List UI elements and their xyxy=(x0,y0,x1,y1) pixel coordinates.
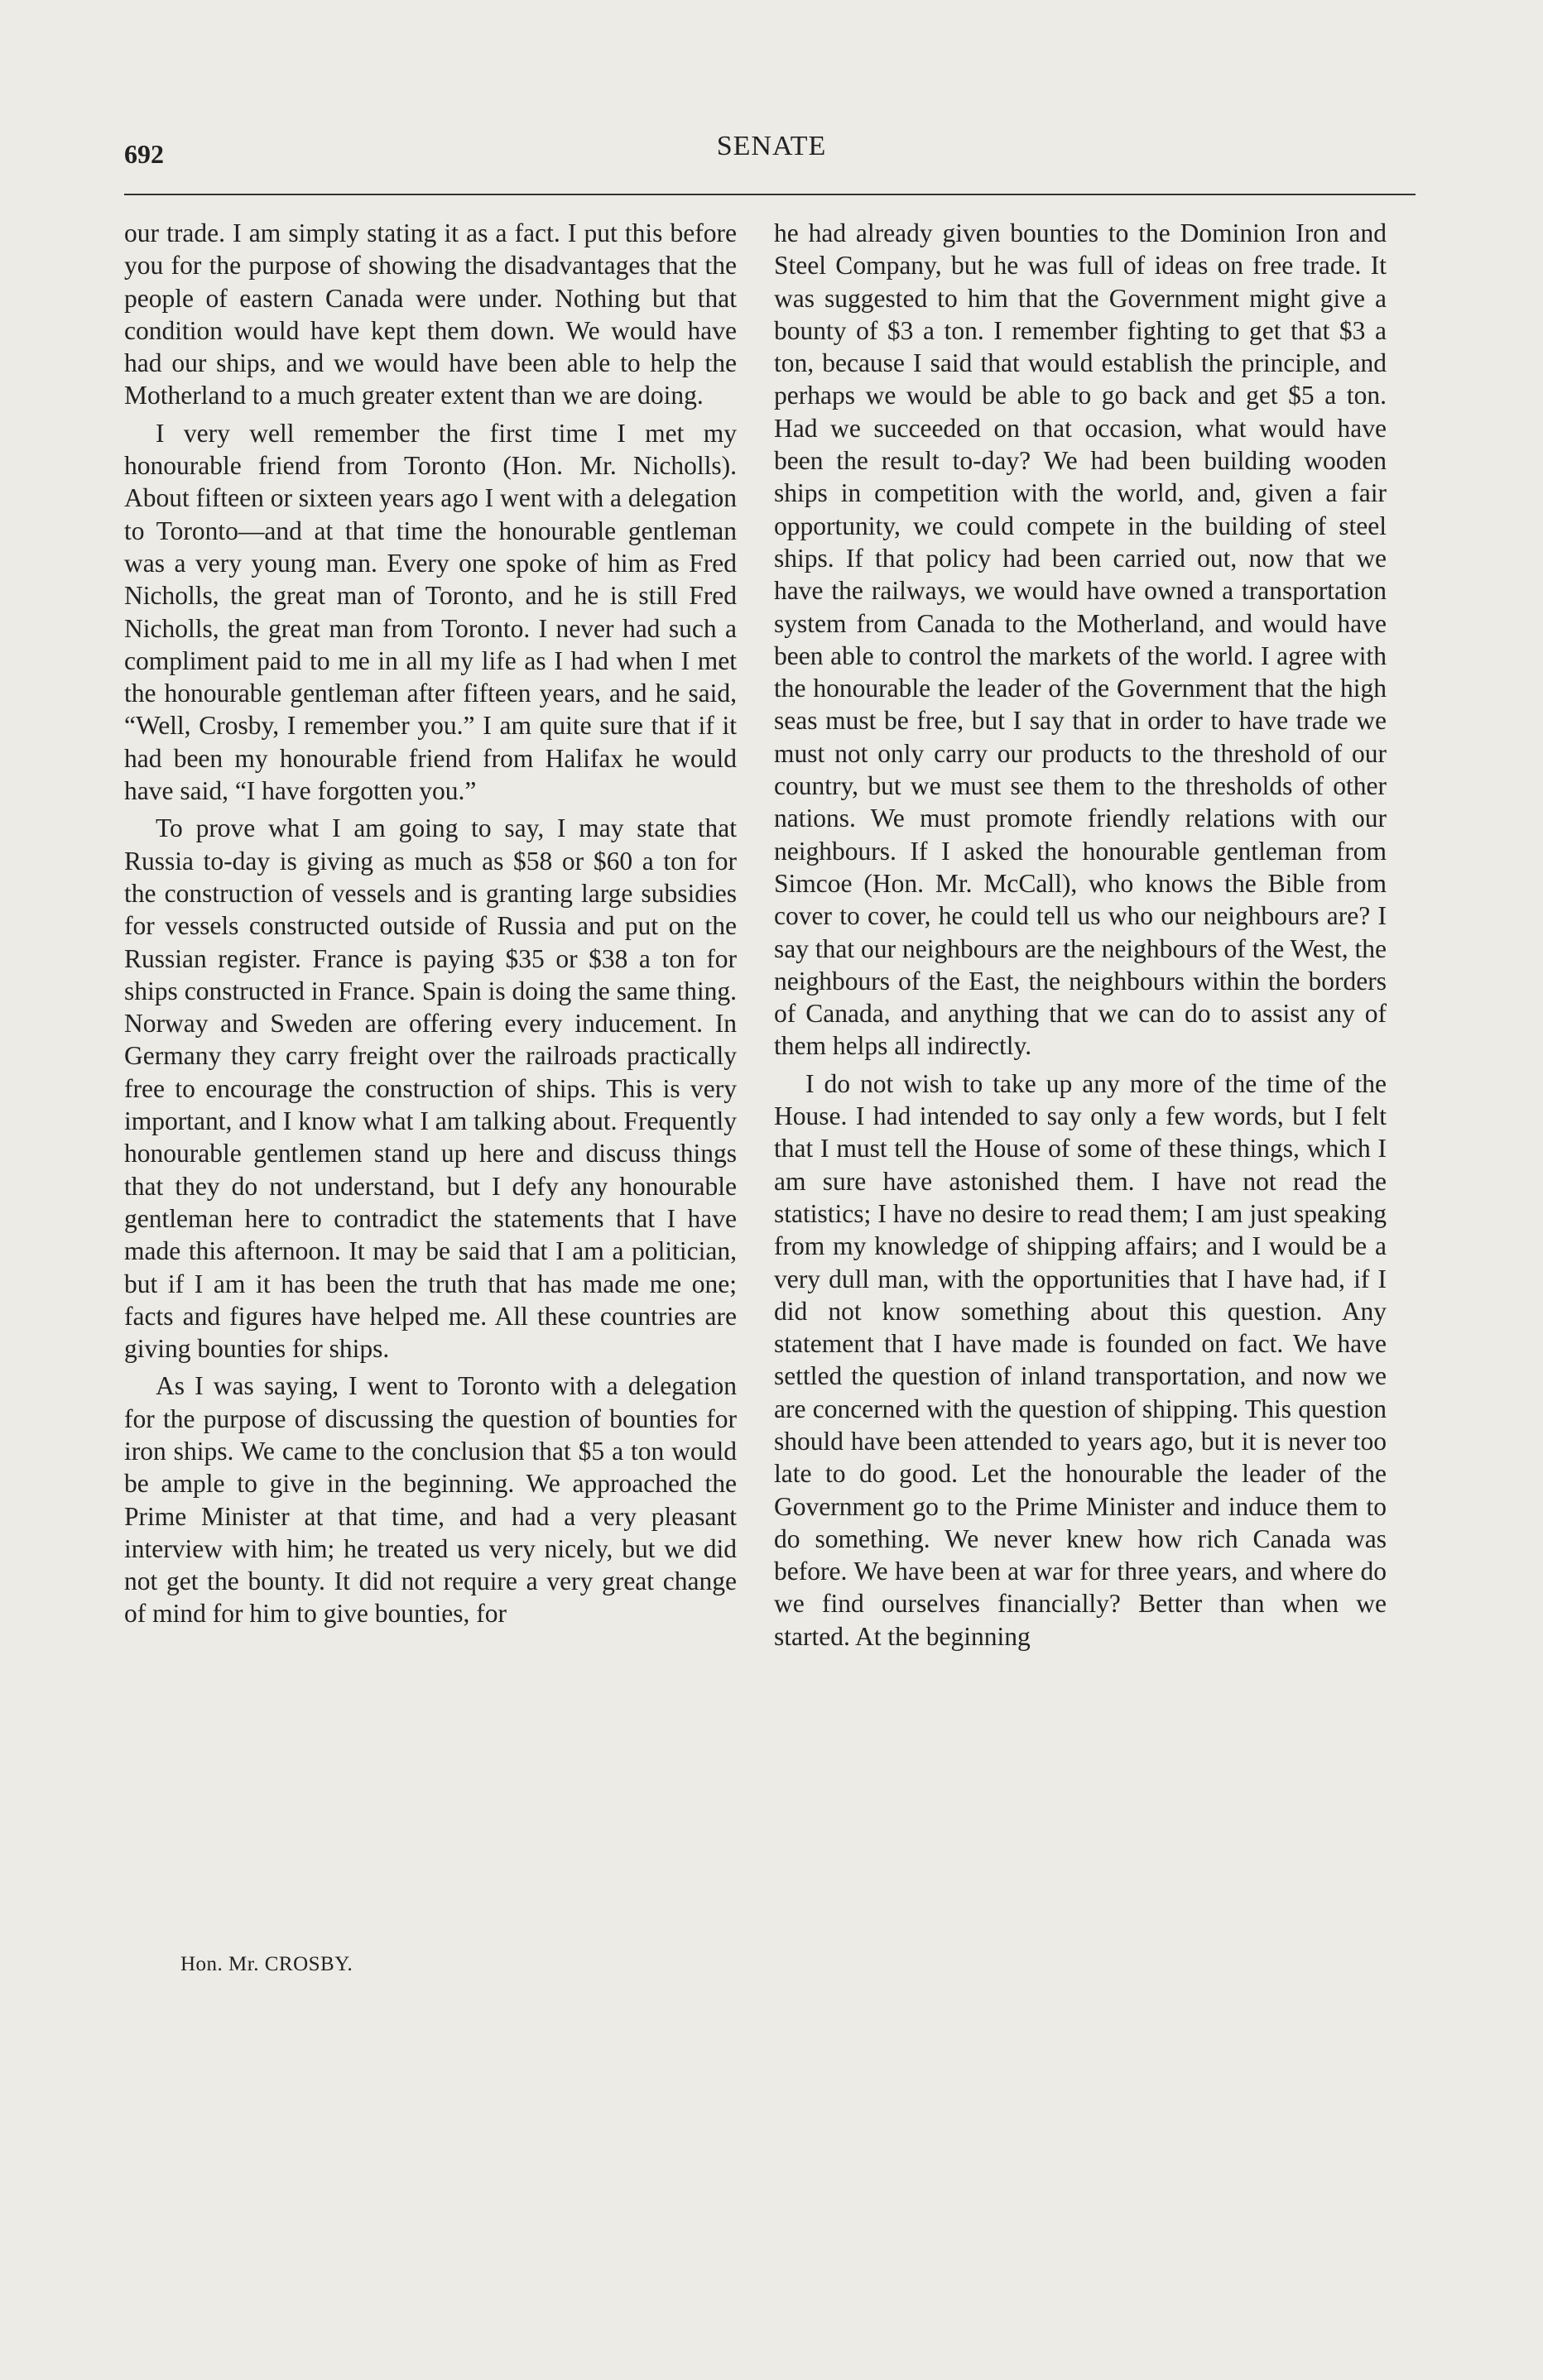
left-paragraph-2: I very well remember the first time I met my honourable friend from Toronto (Hon. Mr. Nicholls). About fifteen or sixteen years ago I went with a delegation to Toronto—and at that time the honourable gentleman was a very young man. Every one spoke of him as Fred Nicholls, the great man of Toronto, and he is still Fred Nicholls, the great man from Toronto. I never had such a compliment paid to me in all my life as I had when I met the honourable gentleman after fifteen years, and he said, “Well, Crosby, I remember you.” I am quite sure that if it had been my honourable friend from Halifax he would have said, “I have forgotten you.” xyxy=(124,418,738,806)
left-paragraph-3: To prove what I am going to say, I may state that Russia to-day is giving as much as $58 or $60 a ton for the construction of vessels and is granting large subsidies for vessels constructed outside of Russia and put on the Russian register. France is paying $35 or $38 a ton for ships constructed in France. Spain is doing the same thing. Norway and Sweden are offering every inducement. In Germany they carry freight over the railroads practically free to encourage the construction of ships. This is very important, and I know what I am talking about. Frequently honourable gentlemen stand up here and discuss things that they do not understand, but I defy any honourable gentleman here to contradict the statements that I have made this afternoon. It may be said that I am a politician, but if I am it has been the truth that has made me one; facts and figures have helped me. All these countries are giving bounties for ships. xyxy=(124,813,737,1364)
right-paragraph-1: he had already given bounties to the Dominion Iron and Steel Company, but he was full of ideas on free trade. It was suggested to him that the Government might give a bounty of $3 a ton. I remember fighting to get that $3 a ton, because I said that would establish the principle, and perhaps we would be able to go back and get $5 a ton. Had we succeeded on that occasion, what would have been the result to-day? We had been building wooden ships in competition with the world, and, given a fair opportunity, we could compete in the building of steel ships. If that policy had been carried out, now that we have the railways, we would have owned a transportation system from Canada to the Motherland, and would have been able to control the markets of the world. I agree with the honourable the leader of the Government that the high seas must be free, but I say that in order to have trade we must not only carry our products to the threshold of our country, but we must see them to the thresholds of other nations. We must promote friendly relations with our neighbours. If I asked the honourable gentleman from Simcoe (Hon. Mr. McCall), who knows the Bible from cover to cover, he could tell us who our neighbours are? I say that our neighbours are the neighbours of the West, the neighbours of the East, the neighbours within the borders of Canada, and anything that we can do to assist any of them helps all indirectly. xyxy=(774,218,1387,1061)
left-column xyxy=(124,217,737,1630)
header-rule xyxy=(124,194,1416,195)
page-number: 692 xyxy=(124,139,164,169)
speaker-footer: Hon. Mr. CROSBY. xyxy=(180,1953,353,1975)
right-column xyxy=(774,217,1387,1653)
left-paragraph-1: our trade. I am simply stating it as a fact. I put this before you for the purpose of showing the disadvantages that the people of eastern Canada were under. Nothing but that condition would have kept them down. We would have had our ships, and we would have been able to help the Motherland to a much greater extent than we are doing. xyxy=(124,218,737,410)
right-paragraph-2: I do not wish to take up any more of the time of the House. I had intended to say only a few words, but I felt that I must tell the House of some of these things, which I am sure have astonished them. I have not read the statistics; I have no desire to read them; I am just speaking from my knowledge of shipping affairs; and I would be a very dull man, with the opportunities that I have had, if I did not know something about this question. Any statement that I have made is founded on fact. We have settled the question of inland transportation, and now we are concerned with the question of shipping. This question should have been attended to years ago, but it is never too late to do good. Let the honourable the leader of the Government go to the Prime Minister and induce them to do something. We never knew how rich Canada was before. We have been at war for three years, and where do we find ourselves financially? Better than when we started. At the beginning xyxy=(774,1068,1387,1651)
left-paragraph-4: As I was saying, I went to Toronto with a delegation for the purpose of discussing the question of bounties for iron ships. We came to the conclusion that $5 a ton would be ample to give in the beginning. We approached the Prime Minister at that time, and had a very pleasant interview with him; he treated us very nicely, but we did not get the bounty. It did not require a very great change of mind for him to give bounties, for xyxy=(124,1371,737,1629)
running-header: SENATE xyxy=(716,131,827,161)
